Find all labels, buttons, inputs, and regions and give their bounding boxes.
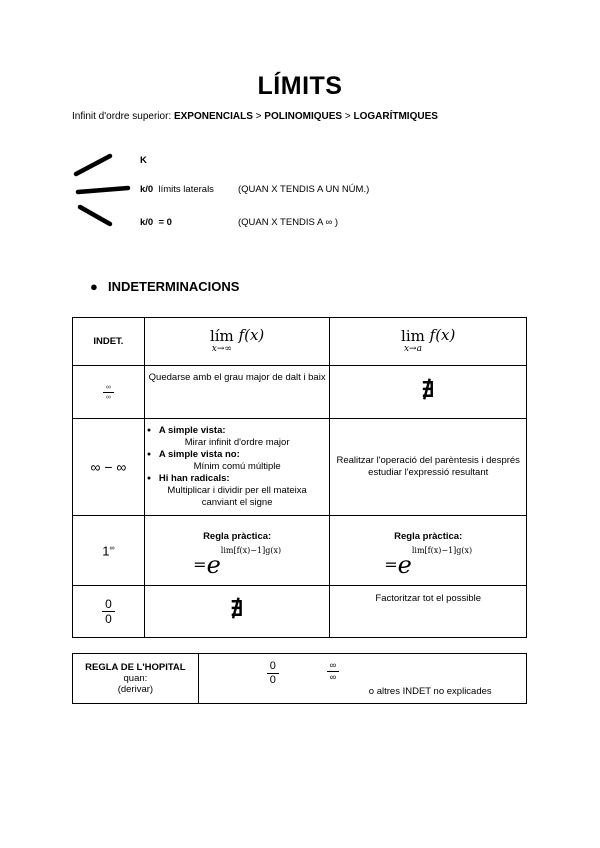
order-hierarchy bbox=[72, 111, 438, 122]
hopital-note: o altres INDET no explicades bbox=[368, 686, 492, 697]
table-row bbox=[73, 516, 527, 586]
hopital-cases-cell bbox=[198, 654, 526, 704]
section-title: INDETERMINACIONS bbox=[108, 279, 240, 294]
list-item: ● Hi han radicals: bbox=[149, 473, 326, 485]
hopital-label-cell bbox=[73, 654, 199, 704]
row2-method-infinity bbox=[144, 419, 330, 516]
indeterminations-table bbox=[72, 317, 527, 638]
header-lim-a bbox=[330, 318, 527, 366]
case-k-over-zero-lateral bbox=[140, 184, 370, 195]
hopital-when: quan: bbox=[123, 673, 148, 684]
rule-title: Regla pràctica: bbox=[394, 530, 463, 542]
cell-text: Realitzar l'operació del parèntesis i després estudiar l'expressió resultant bbox=[336, 455, 520, 478]
exponential-formula bbox=[193, 545, 282, 579]
indet-symbol: ∞ − ∞ bbox=[90, 459, 127, 475]
rule-title: Regla pràctica: bbox=[203, 530, 272, 542]
inf-over-inf bbox=[327, 660, 339, 683]
lim-word: lím bbox=[209, 327, 234, 345]
methods-list bbox=[149, 425, 326, 509]
list-item-detail: Mínim comú múltiple bbox=[193, 461, 281, 472]
row4-method-a bbox=[330, 586, 527, 638]
case-note: (QUAN X TENDIS A ∞ ) bbox=[238, 217, 339, 228]
list-item-detail: Multiplicar i dividir per ell mateixa canviant el signe bbox=[167, 485, 307, 508]
case-k-over-zero-infinity bbox=[140, 217, 339, 228]
row2-method-a bbox=[330, 419, 527, 516]
indet-one-to-inf bbox=[73, 516, 145, 586]
lim-subscript: x→a bbox=[403, 344, 422, 354]
header-lim-infinity bbox=[144, 318, 330, 366]
formula-exponent: lim[f(x)−1]g(x) bbox=[220, 545, 282, 555]
fraction bbox=[103, 383, 114, 402]
equals-sign: = bbox=[193, 554, 207, 574]
denominator: 0 bbox=[105, 612, 112, 626]
table-row bbox=[73, 654, 527, 704]
fraction bbox=[102, 597, 115, 626]
order-sep-1: > bbox=[252, 111, 265, 122]
numerator: ∞ bbox=[103, 383, 114, 393]
lim-word: lim bbox=[401, 327, 425, 345]
indet-exponent: ∞ bbox=[109, 545, 115, 553]
equals-sign: = bbox=[384, 554, 398, 574]
exponential-formula bbox=[384, 545, 473, 579]
lim-subscript: x→∞ bbox=[211, 344, 232, 354]
header-indet-text: INDET. bbox=[93, 335, 124, 347]
section-heading bbox=[90, 279, 239, 294]
indet-base: 1 bbox=[102, 543, 110, 559]
euler-e: e bbox=[397, 550, 412, 579]
row3-method-infinity bbox=[144, 516, 330, 586]
hopital-derive: (derivar) bbox=[117, 684, 154, 695]
case-label: k/0 bbox=[140, 184, 154, 195]
hopital-rule-table bbox=[72, 653, 527, 704]
case-note: (QUAN X TENDIS A UN NÚM.) bbox=[238, 184, 370, 195]
numerator: 0 bbox=[267, 660, 279, 674]
order-logarithmics: LOGARÍTMIQUES bbox=[353, 111, 438, 122]
list-item: ● A simple vista: bbox=[149, 425, 326, 437]
denominator: 0 bbox=[269, 674, 276, 686]
not-exists-icon: ∄ bbox=[421, 376, 436, 403]
indet-zero-over-zero bbox=[73, 586, 145, 638]
cell-text: Factoritzar tot el possible bbox=[375, 593, 482, 604]
lim-infinity-expr bbox=[209, 326, 265, 354]
list-item: ● A simple vista no: bbox=[149, 449, 326, 461]
euler-e: e bbox=[206, 550, 221, 579]
case-label: k/0 bbox=[140, 217, 154, 228]
bullet-icon: ● bbox=[90, 279, 98, 294]
lim-function: f(x) bbox=[238, 326, 265, 344]
zero-over-zero bbox=[267, 660, 279, 687]
case-text: límits laterals bbox=[158, 184, 214, 195]
header-indet bbox=[73, 318, 145, 366]
indet-inf-minus-inf bbox=[73, 419, 145, 516]
table-row bbox=[73, 586, 527, 638]
table-row bbox=[73, 419, 527, 516]
cell-text: Quedarse amb el grau major de dalt i baix bbox=[148, 372, 326, 383]
numerator: ∞ bbox=[327, 660, 339, 672]
row3-method-a bbox=[330, 516, 527, 586]
lim-a-expr bbox=[401, 326, 456, 354]
indet-inf-over-inf bbox=[73, 366, 145, 419]
formula-exponent: lim[f(x)−1]g(x) bbox=[411, 545, 473, 555]
hopital-title: REGLA DE L'HOPITAL bbox=[85, 662, 186, 673]
case-k bbox=[140, 155, 147, 166]
case-k-label: K bbox=[140, 155, 147, 166]
order-polynomials: POLINOMIQUES bbox=[264, 111, 343, 122]
table-row bbox=[73, 366, 527, 419]
cases-bracket-icon bbox=[72, 150, 134, 232]
order-sep-2: > bbox=[342, 111, 354, 122]
order-prefix: Infinit d'ordre superior: bbox=[72, 111, 174, 122]
numerator: 0 bbox=[102, 597, 115, 612]
table-header-row bbox=[73, 318, 527, 366]
lim-function: f(x) bbox=[429, 326, 456, 344]
order-exponentials: EXPONENCIALS bbox=[173, 111, 253, 122]
row1-method-infinity bbox=[144, 366, 330, 419]
list-item-detail: Mirar infinit d'ordre major bbox=[184, 437, 290, 448]
denominator: ∞ bbox=[105, 393, 111, 401]
not-exists-icon: ∄ bbox=[230, 596, 244, 622]
page-title: LÍMITS bbox=[257, 72, 343, 100]
case-text: = 0 bbox=[158, 217, 172, 228]
row4-method-infinity bbox=[144, 586, 330, 638]
denominator: ∞ bbox=[329, 672, 337, 682]
row1-method-a bbox=[330, 366, 527, 419]
